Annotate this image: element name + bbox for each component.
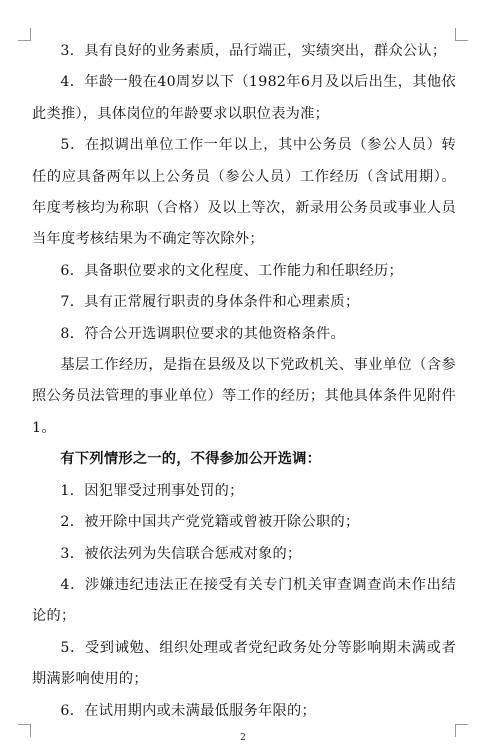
disqualification-item-4: 4．涉嫌违纪违法正在接受有关专门机关审查调查尚未作出结论的； xyxy=(32,576,456,625)
page-corner-mark-top-left xyxy=(18,28,31,41)
requirement-item-6: 6．具备职位要求的文化程度、工作能力和任职经历； xyxy=(60,262,403,279)
disqualification-item-5: 5．受到诫勉、组织处理或者党纪政务处分等影响期未满或者期满影响使用的； xyxy=(32,639,456,688)
disqualification-item-3: 3．被依法列为失信联合惩戒对象的； xyxy=(60,545,302,562)
disqualification-item-6: 6．在试用期内或未满最低服务年限的； xyxy=(60,702,317,719)
disqualification-heading: 有下列情形之一的，不得参加公开选调： xyxy=(60,451,322,468)
disqualification-item-1: 1．因犯罪受过刑事处罚的； xyxy=(60,482,244,499)
requirement-item-8: 8．符合公开选调职位要求的其他资格条件。 xyxy=(60,325,345,342)
requirement-item-4: 4．年龄一般在40周岁以下（1982年6月及以后出生，其他依此类推），具体岗位的年龄要求以职位表为准； xyxy=(32,74,456,122)
requirement-item-7: 7．具有正常履行职责的身体条件和心理素质； xyxy=(60,294,360,311)
document-body xyxy=(32,36,456,727)
requirement-item-3: 3．具有良好的业务素质，品行端正，实绩突出，群众公认； xyxy=(60,43,447,59)
page-number: 2 xyxy=(240,733,246,743)
grassroots-experience-note: 基层工作经历，是指在县级及以下党政机关、事业单位（含参照公务员法管理的事业单位）等工作的经历；其他具体条件见附件1。 xyxy=(32,357,456,436)
requirement-item-5: 5．在拟调出单位工作一年以上，其中公务员（参公人员）转任的应具备两年以上公务员（参公人员）工作经历（含试用期）。年度考核均为称职（合格）及以上等次，新录用公务员或事业人员当年度考核结果为不确定等次除外； xyxy=(32,137,456,248)
disqualification-item-2: 2．被开除中国共产党党籍或曾被开除公职的； xyxy=(60,514,360,531)
page-corner-mark-top-right xyxy=(455,28,468,41)
